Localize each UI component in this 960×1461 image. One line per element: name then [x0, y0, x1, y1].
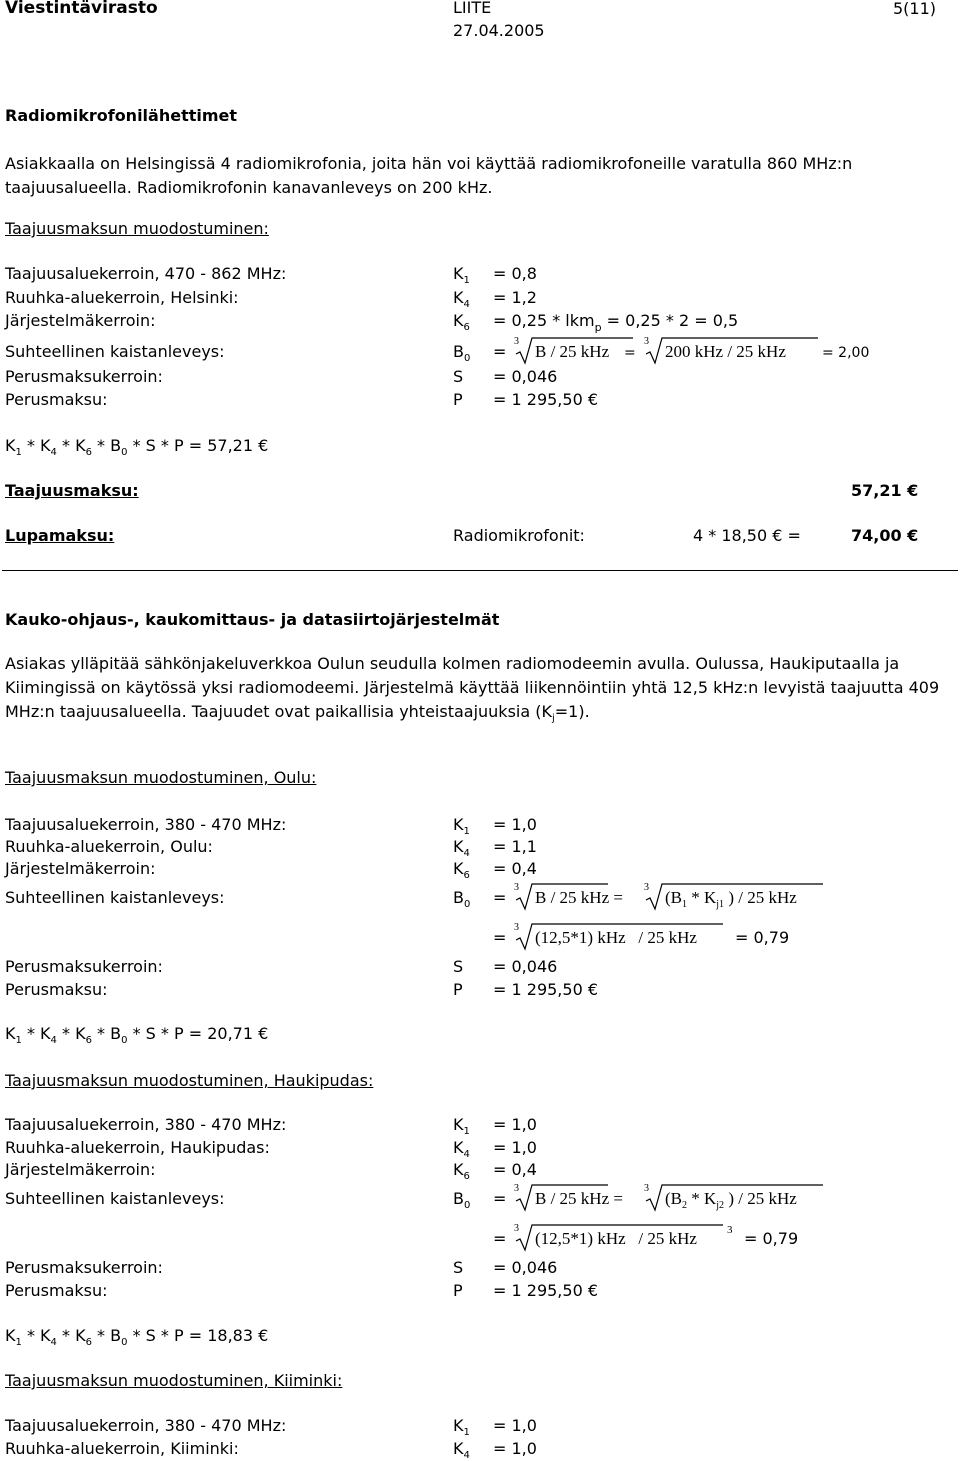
haukipudas-s-value: = 0,046 — [493, 1258, 558, 1277]
k6-label: Järjestelmäkerroin: — [5, 311, 156, 330]
s-label: Perusmaksukerroin: — [5, 367, 163, 386]
haukipudas-k4-value: = 1,0 — [493, 1138, 537, 1157]
oulu-b0-expression-values: (12,5*1) kHz / 25 kHz — [535, 928, 697, 947]
haukipudas-p-value: = 1 295,50 € — [493, 1281, 599, 1300]
haukipudas-s-symbol: S — [453, 1258, 464, 1277]
haukipudas-b0-expression-k: ($B_2 * K_{j2}$ ) / 25 kHz — [665, 1189, 797, 1211]
b0-symbol: $B_0$ — [453, 342, 471, 364]
oulu-k6-value: = 0,4 — [493, 859, 537, 878]
org-name: Viestintävirasto — [5, 0, 158, 18]
haukipudas-k4-symbol: $K_4$ — [453, 1138, 470, 1160]
root-index: 3 — [514, 922, 519, 933]
root-index: 3 — [644, 336, 649, 347]
kiiminki-k1-value: = 1,0 — [493, 1416, 537, 1435]
k4-value: = 1,2 — [493, 288, 537, 307]
k1-value: = 0,8 — [493, 264, 537, 283]
p-label: Perusmaksu: — [5, 390, 108, 409]
oulu-k1-symbol: $K_1$ — [453, 815, 470, 837]
oulu-heading: Taajuusmaksun muodostuminen, Oulu: — [5, 768, 317, 787]
haukipudas-b0-label: Suhteellinen kaistanleveys: — [5, 1189, 225, 1208]
haukipudas-k6-symbol: $K_6$ — [453, 1160, 470, 1182]
frequency-fee-value: 57,21 € — [851, 481, 919, 500]
b0-expression-values: 200 kHz / 25 kHz — [665, 342, 786, 361]
k1-label: Taajuusaluekerroin, 470 - 862 MHz: — [5, 264, 287, 283]
doc-type: LIITE — [453, 0, 492, 17]
oulu-k4-symbol: $K_4$ — [453, 837, 470, 859]
haukipudas-b0-result: = 0,79 — [744, 1229, 799, 1248]
p-value: = 1 295,50 € — [493, 390, 599, 409]
root-index: 3 — [644, 1183, 649, 1194]
license-fee-calc: 4 * 18,50 € = — [693, 526, 801, 545]
haukipudas-b0-expression-values: (12,5*1) kHz / 25 kHz — [535, 1229, 697, 1248]
doc-date: 27.04.2005 — [453, 21, 545, 40]
haukipudas-product-formula: $K_1 * K_4 * K_6 * B_0 * S * P = 18,83$ € — [5, 1326, 269, 1348]
kiiminki-heading: Taajuusmaksun muodostuminen, Kiiminki: — [5, 1371, 343, 1390]
oulu-k1-label: Taajuusaluekerroin, 380 - 470 MHz: — [5, 815, 287, 834]
haukipudas-p-symbol: P — [453, 1281, 463, 1300]
product-formula: $K_1 * K_4 * K_6 * B_0 * S * P = 57,21$ € — [5, 436, 269, 458]
k4-label: Ruuhka-aluekerroin, Helsinki: — [5, 288, 239, 307]
oulu-b0-expression: B / 25 kHz = — [535, 888, 623, 907]
haukipudas-k4-label: Ruuhka-aluekerroin, Haukipudas: — [5, 1138, 270, 1157]
b0-equals-2: = — [624, 345, 636, 361]
haukipudas-b0-equals: = — [493, 1189, 507, 1208]
fee-formation-heading: Taajuusmaksun muodostuminen: — [5, 219, 269, 238]
section-title-radiomics: Radiomikrofonilähettimet — [5, 106, 238, 125]
oulu-s-label: Perusmaksukerroin: — [5, 957, 163, 976]
license-fee-label: Lupamaksu: — [5, 526, 115, 545]
p-symbol: P — [453, 390, 463, 409]
oulu-k6-label: Järjestelmäkerroin: — [5, 859, 156, 878]
oulu-k1-value: = 1,0 — [493, 815, 537, 834]
oulu-p-symbol: P — [453, 980, 463, 999]
frequency-fee-label: Taajuusmaksu: — [5, 481, 139, 500]
b0-label: Suhteellinen kaistanleveys: — [5, 342, 225, 361]
oulu-product-formula: $K_1 * K_4 * K_6 * B_0 * S * P = 20,71$ € — [5, 1024, 269, 1046]
oulu-k4-label: Ruuhka-aluekerroin, Oulu: — [5, 837, 213, 856]
haukipudas-k6-value: = 0,4 — [493, 1160, 537, 1179]
license-fee-desc: Radiomikrofonit: — [453, 526, 585, 545]
root-index: 3 — [727, 1224, 733, 1236]
section1-paragraph: Asiakkaalla on Helsingissä 4 radiomikrofonia, joita hän voi käyttää radiomikrofoneille varatulla 860 MHz:n taajuusalueella. Radiomikrofonin kanavanleveys on 200 kHz. — [5, 154, 853, 197]
k1-symbol: $K_1$ — [453, 264, 470, 286]
s-value: = 0,046 — [493, 367, 558, 386]
k6-symbol: $K_6$ — [453, 311, 470, 333]
root-index: 3 — [514, 336, 519, 347]
root-index: 3 — [514, 1183, 519, 1194]
haukipudas-b0-expression: B / 25 kHz = — [535, 1189, 623, 1208]
kiiminki-k1-symbol: $K_1$ — [453, 1416, 470, 1438]
section2-paragraph: Asiakas ylläpitää sähkönjakeluverkkoa Oulun seudulla kolmen radiomodeemin avulla. Oulussa, Haukiputaalla ja Kiimingissä on käytössä yksi radiomodeemi. Järjestelmä käyttää liikennöintiin yhtä 12,5 kHz:n levyistä taajuutta 409 MHz:n taajuusalueella. Taajuudet ovat paikallisia yhteistaajuuksia $(K_j=1)$. — [5, 654, 940, 724]
b0-equals: = — [493, 342, 507, 361]
root-index: 3 — [644, 882, 649, 893]
oulu-b0-expression-k: ($B_1 * K_{j1}$ ) / 25 kHz — [665, 888, 797, 910]
license-fee-value: 74,00 € — [851, 526, 919, 545]
k6-value: = 0,25 * lkm$_p$ = 0,25 * 2 = 0,5 — [493, 311, 739, 334]
section-title-telecontrol: Kauko-ohjaus-, kaukomittaus- ja datasiirtojärjestelmät — [5, 610, 500, 629]
oulu-b0-label: Suhteellinen kaistanleveys: — [5, 888, 225, 907]
s-symbol: S — [453, 367, 464, 386]
oulu-p-value: = 1 295,50 € — [493, 980, 599, 999]
haukipudas-b0-equals-3: = — [493, 1229, 507, 1248]
oulu-k6-symbol: $K_6$ — [453, 859, 470, 881]
oulu-p-label: Perusmaksu: — [5, 980, 108, 999]
b0-expression: B / 25 kHz — [535, 342, 610, 361]
haukipudas-k1-value: = 1,0 — [493, 1115, 537, 1134]
haukipudas-b0-symbol: $B_0$ — [453, 1189, 471, 1211]
haukipudas-s-label: Perusmaksukerroin: — [5, 1258, 163, 1277]
root-index: 3 — [514, 1223, 519, 1234]
oulu-b0-equals-3: = — [493, 928, 507, 947]
haukipudas-k6-label: Järjestelmäkerroin: — [5, 1160, 156, 1179]
kiiminki-k1-label: Taajuusaluekerroin, 380 - 470 MHz: — [5, 1416, 287, 1435]
haukipudas-p-label: Perusmaksu: — [5, 1281, 108, 1300]
oulu-s-value: = 0,046 — [493, 957, 558, 976]
haukipudas-k1-symbol: $K_1$ — [453, 1115, 470, 1137]
oulu-b0-equals: = — [493, 888, 507, 907]
section-divider — [2, 570, 958, 571]
oulu-b0-symbol: $B_0$ — [453, 888, 471, 910]
root-index: 3 — [514, 882, 519, 893]
haukipudas-heading: Taajuusmaksun muodostuminen, Haukipudas: — [5, 1071, 374, 1090]
b0-result: = 2,00 — [822, 345, 870, 361]
kiiminki-k4-label: Ruuhka-aluekerroin, Kiiminki: — [5, 1439, 239, 1458]
k4-symbol: $K_4$ — [453, 288, 470, 310]
oulu-b0-result: = 0,79 — [735, 928, 790, 947]
oulu-k4-value: = 1,1 — [493, 837, 537, 856]
kiiminki-k4-symbol: $K_4$ — [453, 1439, 470, 1461]
page-number: 5(11) — [893, 0, 937, 18]
haukipudas-k1-label: Taajuusaluekerroin, 380 - 470 MHz: — [5, 1115, 287, 1134]
kiiminki-k4-value: = 1,0 — [493, 1439, 537, 1458]
oulu-s-symbol: S — [453, 957, 464, 976]
